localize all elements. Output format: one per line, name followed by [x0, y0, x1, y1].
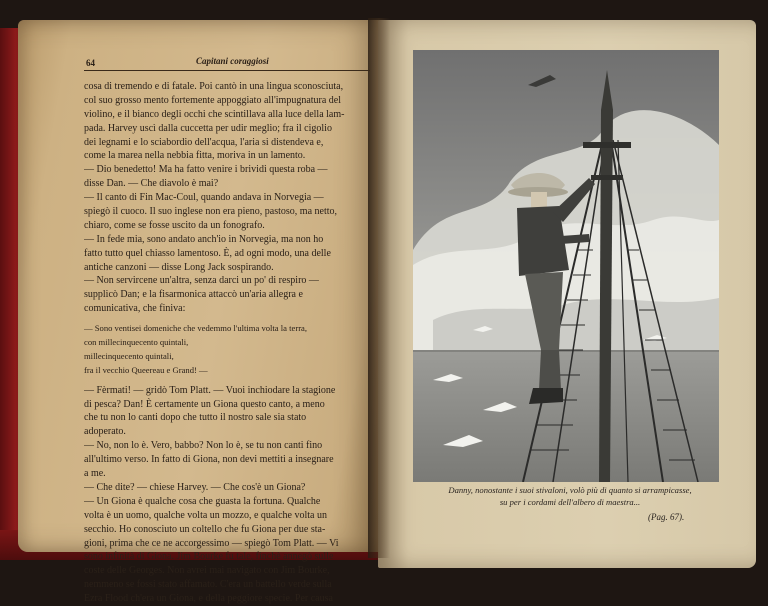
text-line: a me. [84, 468, 106, 480]
text-line: — Il canto di Fin Mac-Coul, quando andava in Norvegia — [84, 192, 324, 204]
text-line: sono infinità di Giona. Jim Bourke fu tale, finchè annegò sulle [84, 551, 334, 563]
text-line: coste delle Georges. Non avrei mai navigato con Jim Bourke, [84, 565, 330, 577]
text-line: millecinquecento quintali, [84, 350, 174, 361]
text-line: all'ultimo verso. In fatto di Giona, non devi mettiti a insegnare [84, 454, 334, 466]
left-page-text [84, 80, 374, 606]
page-number: 64 [86, 58, 95, 68]
text-line: cosa di tremendo e di fatale. Poi cantò in una lingua sconosciuta, [84, 81, 344, 92]
illustration-caption [420, 484, 720, 508]
text-line: — Fèrmati! — gridò Tom Platt. — Vuoi inchiodare la stagione [84, 384, 336, 396]
running-title: Capitani coraggiosi [196, 56, 269, 66]
paragraph-group-2 [84, 384, 374, 606]
text-line: volta è un uomo, qualche volta un mozzo, e qualche volta un [84, 509, 327, 521]
caption-line-1: Danny, nonostante i suoi stivaloni, volò più di quanto si arrampicasse, [448, 485, 692, 495]
text-line: adoperato. [84, 426, 126, 438]
text-line: col suo grosso mento fortemente appoggiato all'impugnatura del [84, 94, 342, 106]
text-line: gioni, prima che ce ne accorgessimo — spiegò Tom Platt. — Vi [84, 537, 339, 549]
running-head [84, 56, 370, 71]
text-line: antiche canzoni — disse Long Jack sospirando. [84, 261, 274, 273]
text-line: che tu non lo canti dopo che tutto il nostro sale sia stato [84, 412, 307, 424]
paragraph-group-1 [84, 80, 374, 316]
text-line: con millecinquecento quintali, [84, 337, 189, 348]
illustration-sailor-climbing-mast [413, 50, 719, 482]
text-line: — Dio benedetto! Ma ha fatto venire i brividi questa roba — [84, 164, 328, 176]
text-line: fra il vecchio Queereau e Grand! — [84, 364, 208, 375]
text-line: comunicativa, che finiva: [84, 303, 186, 315]
text-line: violino, e il bianco degli occhi che scintillava alla luce della lam- [84, 108, 345, 120]
text-line: — No, non lo è. Vero, babbo? Non lo è, se tu non canti fino [84, 440, 323, 452]
text-line: — Un Giona è qualche cosa che guasta la fortuna. Qualche [84, 495, 321, 507]
page-reference: (Pag. 67). [648, 512, 685, 522]
text-line: nemmeno se fossi stato affamato. C'era un battello verde sulla [84, 579, 332, 591]
text-line: chiaro, come se fosse uscito da un fonografo. [84, 219, 265, 231]
text-line: secchio. Ho conosciuto un coltello che fu Giona per due sta- [84, 523, 326, 535]
text-line: come la marea nella nebbia fitta, moriva in un lamento. [84, 150, 306, 162]
text-line: disse Dan. — Che diavolo è mai? [84, 178, 219, 190]
text-line: — Sono ventisei domeniche che vedemmo l'ultima volta la terra, [84, 323, 308, 334]
illustration-plate [413, 50, 719, 482]
text-line: pada. Harvey uscì dalla cuccetta per udir meglio; fra il cigolio [84, 122, 332, 134]
text-line: spiegò il cuoco. Il suo inglese non era pieno, pastoso, ma netto, [84, 206, 338, 218]
text-line: fatto tutto quel chiasso lamentoso. È, ad ogni modo, una delle [84, 247, 331, 259]
caption-line-2: su per i cordami dell'albero di maestra... [499, 497, 641, 507]
text-line: — Non servircene un'altra, senza darci un po' di respiro — [84, 275, 319, 287]
song-verse [84, 322, 374, 378]
text-line: — Che dite? — chiese Harvey. — Che cos'è un Giona? [84, 481, 306, 493]
text-line: Ezra Flood ch'era un Giona, e della peggiore specie. Per causa [84, 593, 333, 605]
text-line: supplicò Dan; e la fisarmonica attaccò un'aria allegra e [84, 289, 303, 301]
text-line: dei legnami e lo sciabordio dell'acqua, l'aria si distendeva e, [84, 136, 324, 148]
text-line: — In fede mia, sono andato anch'io in Norvegia, ma non ho [84, 233, 324, 245]
text-line: di pesca? Dan! È certamente un Giona questo canto, a meno [84, 398, 325, 410]
